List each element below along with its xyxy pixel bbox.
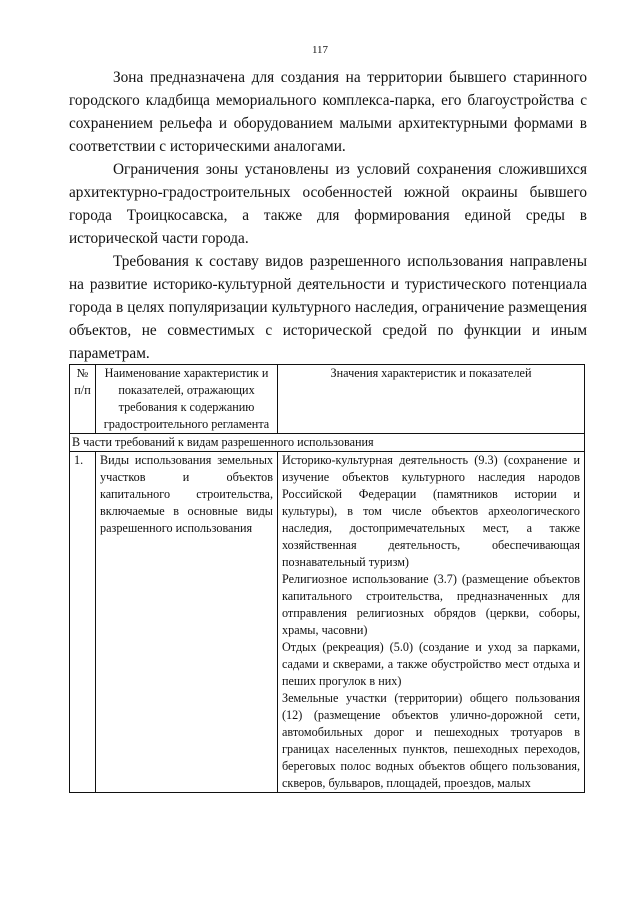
value-block: Отдых (рекреация) (5.0) (создание и уход за парками, садами и скверами, а также обустройство мест отдыха и пеших прогулок в них) <box>282 640 580 688</box>
section-title: В части требований к видам разрешенного использования <box>70 434 585 452</box>
row-name: Виды использования земельных участков и объектов капитального строительства, включаемые в основные виды разрешенного использования <box>96 452 278 793</box>
header-number: № п/п <box>70 365 96 434</box>
header-name: Наименование характеристик и показателей, отражающих требования к содержанию градостроительного регламента <box>96 365 278 434</box>
paragraph: Ограничения зоны установлены из условий сохранения сложившихся архитектурно-градостроительных особенностей южной окраины бывшего города Троицкосавска, а также для формирования единой среды в исторической части города. <box>69 161 587 247</box>
paragraph: Требования к составу видов разрешенного использования направлены на развитие историко-культурной деятельности и туристического потенциала города в целях популяризации культурного наследия, ограничение размещения объектов, не совместимых с исторической средой по функции и иным параметрам. <box>69 253 587 362</box>
value-block: Историко-культурная деятельность (9.3) (сохранение и изучение объектов культурного наследия народов Российской Федерации (памятников истории и культуры), в том числе объектов археологического наследия, достопримечательных мест, а также хозяйственная деятельность, обеспечивающая познавательный туризм) <box>282 453 580 569</box>
row-number: 1. <box>70 452 96 793</box>
header-values: Значения характеристик и показателей <box>278 365 585 434</box>
regulation-table <box>69 364 585 793</box>
value-block: Земельные участки (территории) общего пользования (12) (размещение объектов улично-дорожной сети, автомобильных дорог и пешеходных тротуаров в границах населенных пунктов, пешеходных переходов, береговых полос водных объектов общего пользования, скверов, бульваров, площадей, проездов, малых <box>282 691 580 790</box>
section-row <box>70 434 585 452</box>
paragraph: Зона предназначена для создания на территории бывшего старинного городского кладбища мемориального комплекса-парка, его благоустройства с сохранением рельефа и оборудованием малыми архитектурными формами в соответствии с историческими аналогами. <box>69 69 587 155</box>
table-row <box>70 452 585 793</box>
value-block: Религиозное использование (3.7) (размещение объектов капитального строительства, предназначенных для отправления религиозных обрядов (церкви, соборы, храмы, часовни) <box>282 572 580 637</box>
page-number: 117 <box>311 44 329 56</box>
table-header-row <box>70 365 585 434</box>
row-values <box>278 452 585 793</box>
body-text <box>69 66 587 365</box>
